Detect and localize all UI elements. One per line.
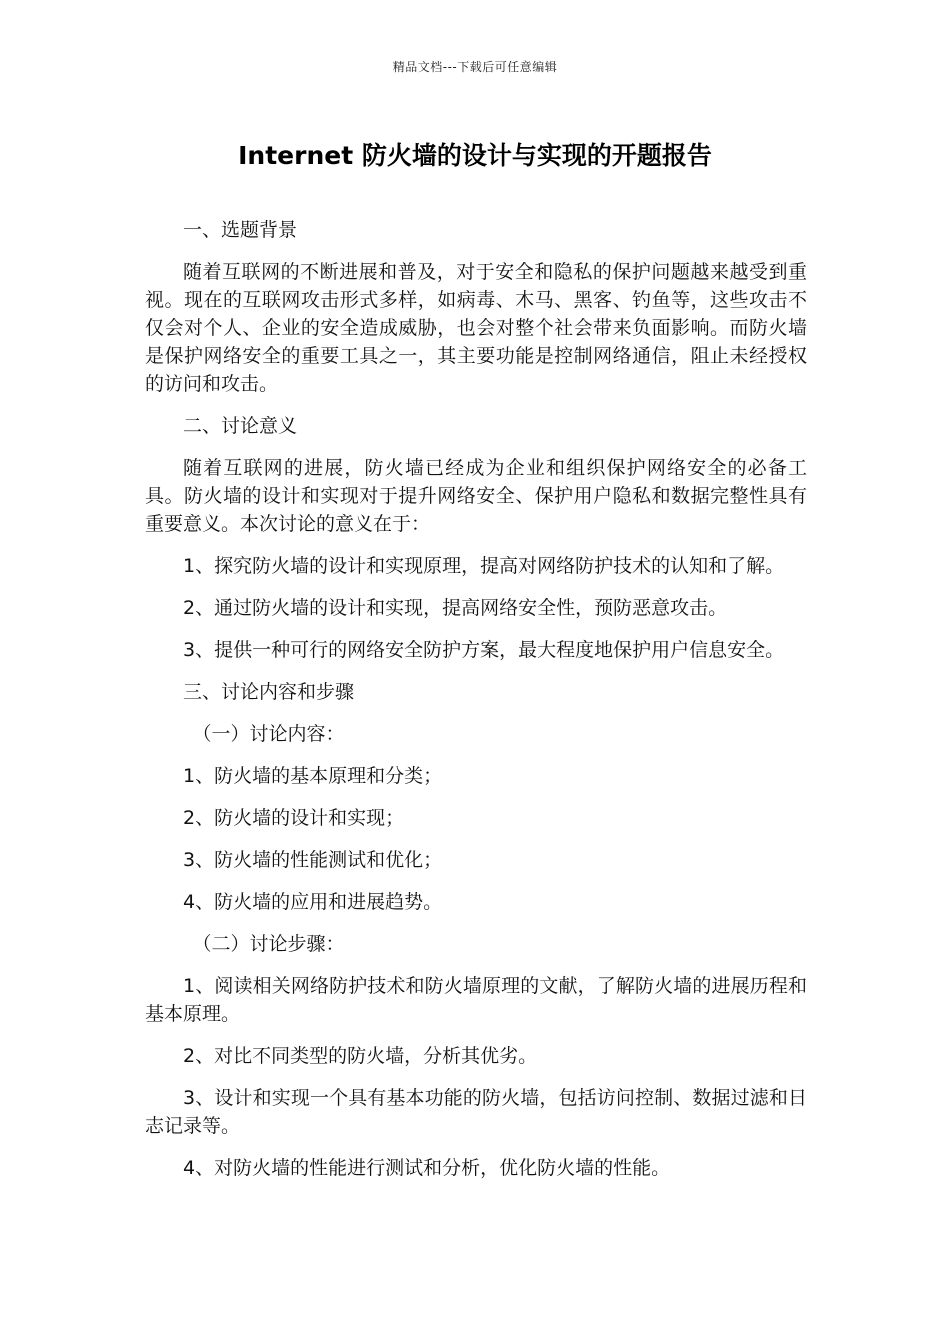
header-note: 精品文档---下载后可任意编辑 [392,60,558,74]
subsection-heading-content: （一）讨论内容： [192,723,345,745]
list-item-content-1: 1、防火墙的基本原理和分类； [183,765,443,787]
list-item-content-4: 4、防火墙的应用和进展趋势。 [183,891,443,913]
list-item-step-4: 4、对防火墙的性能进行测试和分析，优化防火墙的性能。 [183,1157,671,1179]
list-item-significance-2: 2、通过防火墙的设计和实现，提高网络安全性，预防恶意攻击。 [183,597,728,619]
subsection-heading-steps: （二）讨论步骤： [192,933,345,955]
list-item-step-2: 2、对比不同类型的防火墙，分析其优劣。 [183,1045,538,1067]
list-item-step-3: 3、设计和实现一个具有基本功能的防火墙，包括访问控制、数据过滤和日志记录等。 [145,1087,807,1137]
paragraph-background: 随着互联网的不断进展和普及，对于安全和隐私的保护问题越来越受到重视。现在的互联网攻击形式多样，如病毒、木马、黑客、钓鱼等，这些攻击不仅会对个人、企业的安全造成威胁，也会对整个社会带来负面影响。而防火墙是保护网络安全的重要工具之一，其主要功能是控制网络通信，阻止未经授权的访问和攻击。 [145,261,807,395]
paragraph-significance: 随着互联网的进展，防火墙已经成为企业和组织保护网络安全的必备工具。防火墙的设计和实现对于提升网络安全、保护用户隐私和数据完整性具有重要意义。本次讨论的意义在于： [145,457,807,535]
list-item-content-3: 3、防火墙的性能测试和优化； [183,849,443,871]
document-title: Internet 防火墙的设计与实现的开题报告 [238,141,712,170]
section-heading-significance: 二、讨论意义 [183,415,298,437]
document-body [145,216,807,1196]
list-item-step-1: 1、阅读相关网络防护技术和防火墙原理的文献，了解防火墙的进展历程和基本原理。 [145,975,807,1025]
section-heading-background: 一、选题背景 [183,219,298,241]
list-item-significance-3: 3、提供一种可行的网络安全防护方案，最大程度地保护用户信息安全。 [183,639,785,661]
section-heading-content-steps: 三、讨论内容和步骤 [183,681,355,703]
list-item-significance-1: 1、探究防火墙的设计和实现原理，提高对网络防护技术的认知和了解。 [183,555,785,577]
list-item-content-2: 2、防火墙的设计和实现； [183,807,405,829]
